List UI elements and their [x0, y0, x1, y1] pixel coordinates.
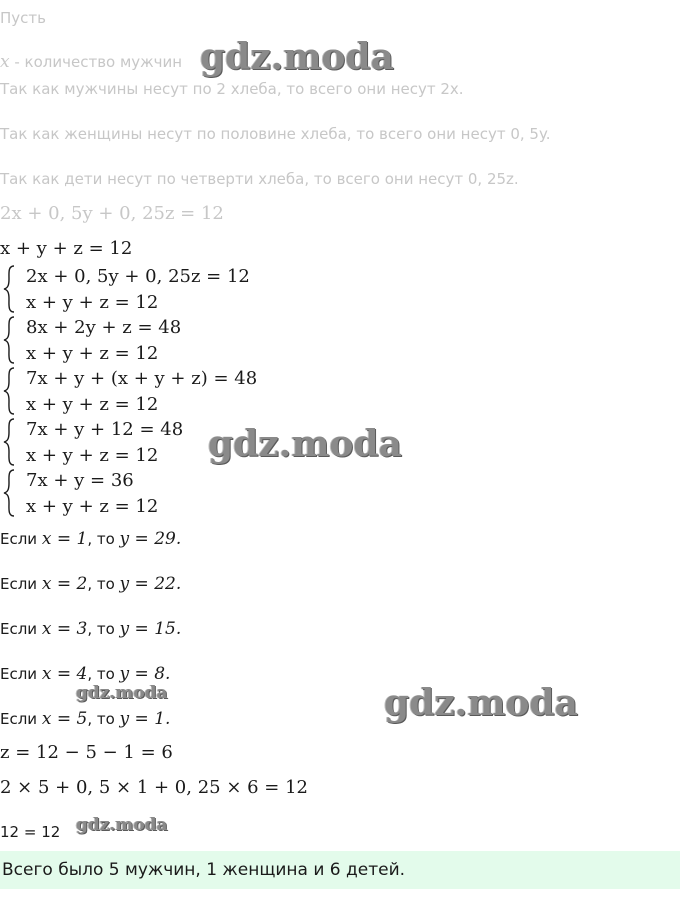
case-condition: x = 1 [41, 529, 88, 549]
answer-box [0, 851, 680, 889]
watermark-logo: gdz.moda [200, 36, 394, 78]
case-if: Если [0, 620, 38, 638]
intro-men-bread: Так как мужчины несут по 2 хлеба, то всего они несут 2x. [0, 80, 464, 98]
watermark-logo: gdz.moda [76, 683, 168, 703]
case-result: y = 29. [119, 529, 182, 549]
case-line [0, 664, 170, 684]
system-5-row-1: 7x + y = 36 [26, 470, 134, 491]
equation-bread: 2x + 0, 5y + 0, 25z = 12 [0, 203, 224, 224]
watermark-logo: gdz.moda [208, 423, 402, 465]
case-if: Если [0, 530, 38, 548]
case-condition: x = 3 [41, 619, 88, 639]
system-brace-icon [2, 316, 16, 364]
intro-children-bread: Так как дети несут по четверти хлеба, то всего они несут 0, 25z. [0, 170, 519, 188]
system-1-row-2: x + y + z = 12 [26, 292, 159, 313]
case-if: Если [0, 575, 38, 593]
system-3-row-1: 7x + y + (x + y + z) = 48 [26, 368, 258, 389]
system-brace-icon [2, 265, 16, 313]
case-then: , то [87, 575, 115, 593]
system-4-row-1: 7x + y + 12 = 48 [26, 419, 184, 440]
watermark-logo: gdz.moda [76, 815, 168, 835]
watermark-logo: gdz.moda [384, 682, 578, 724]
case-result: y = 8. [119, 664, 171, 684]
system-brace-icon [2, 418, 16, 466]
equation-people: x + y + z = 12 [0, 238, 133, 259]
case-result: y = 22. [119, 574, 182, 594]
men-count-text: - количество мужчин [9, 53, 183, 71]
case-condition: x = 5 [41, 709, 88, 729]
system-4-row-2: x + y + z = 12 [26, 445, 159, 466]
case-if: Если [0, 665, 38, 683]
system-2-row-1: 8x + 2y + z = 48 [26, 317, 182, 338]
answer-text: Всего было 5 мужчин, 1 женщина и 6 детей. [2, 860, 406, 880]
case-line [0, 619, 181, 639]
system-brace-icon [2, 367, 16, 415]
system-3-row-2: x + y + z = 12 [26, 394, 159, 415]
case-then: , то [87, 665, 115, 683]
case-line [0, 529, 181, 549]
system-2-row-2: x + y + z = 12 [26, 343, 159, 364]
system-brace-icon [2, 469, 16, 517]
check-equation: 2 × 5 + 0, 5 × 1 + 0, 25 × 6 = 12 [0, 777, 309, 798]
case-line [0, 709, 170, 729]
system-1-row-1: 2x + 0, 5y + 0, 25z = 12 [26, 266, 250, 287]
case-result: y = 15. [119, 619, 182, 639]
var-x: x [0, 52, 10, 72]
system-5-row-2: x + y + z = 12 [26, 496, 159, 517]
case-then: , то [87, 710, 115, 728]
case-then: , то [87, 620, 115, 638]
z-calculation: z = 12 − 5 − 1 = 6 [0, 742, 173, 763]
case-condition: x = 2 [41, 574, 88, 594]
intro-women-bread: Так как женщины несут по половине хлеба, то всего они несут 0, 5y. [0, 125, 551, 143]
check-result: 12 = 12 [0, 823, 61, 841]
case-condition: x = 4 [41, 664, 88, 684]
case-line [0, 574, 181, 594]
case-if: Если [0, 710, 38, 728]
case-result: y = 1. [119, 709, 171, 729]
intro-let: Пусть [0, 9, 46, 27]
intro-men-count [0, 52, 182, 72]
case-then: , то [87, 530, 115, 548]
